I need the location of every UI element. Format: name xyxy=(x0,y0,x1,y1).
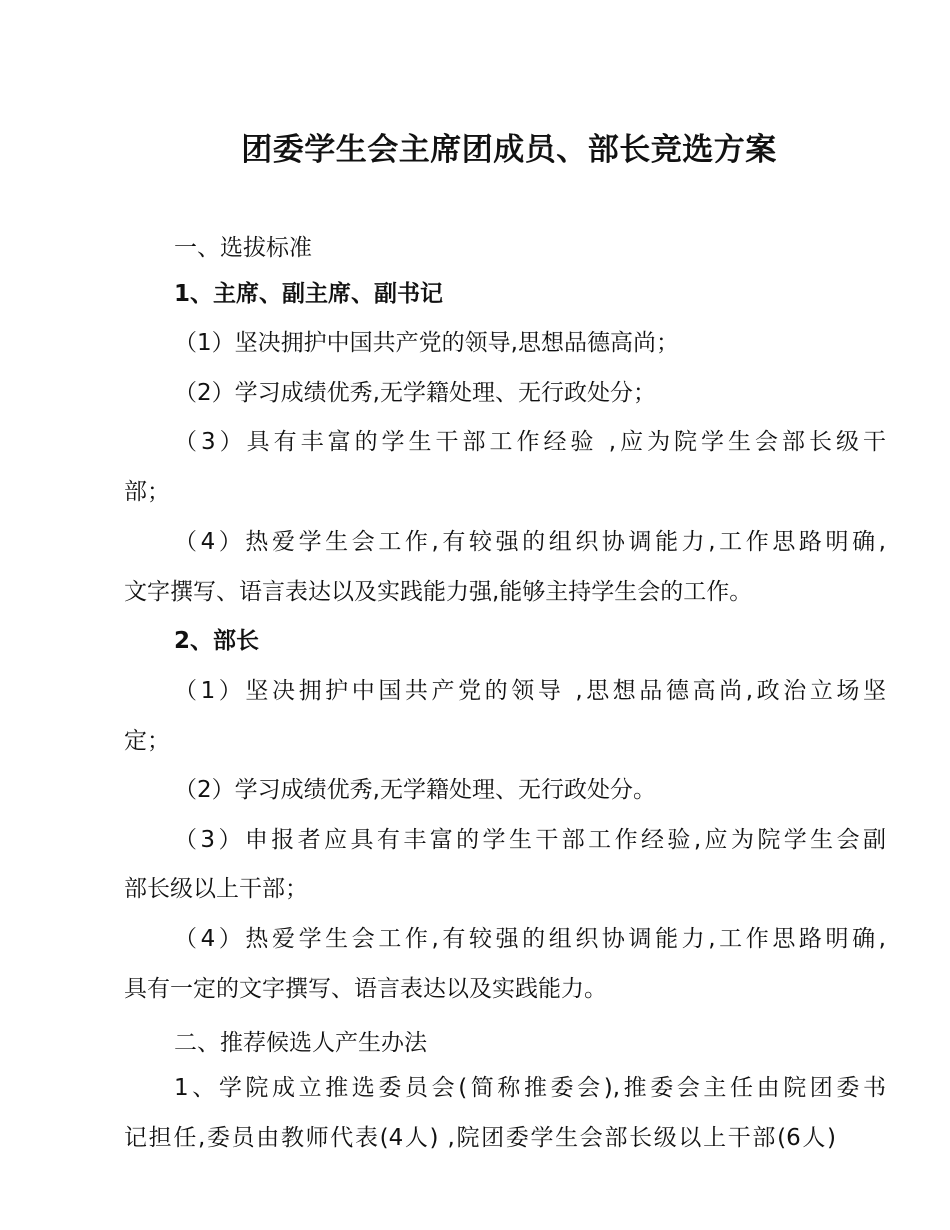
chair-criterion-2: （2）学习成绩优秀,无学籍处理、无行政处分； xyxy=(174,380,656,406)
minister-criterion-3: （3）申报者应具有丰富的学生干部工作经验,应为院学生会副 xyxy=(174,827,886,853)
chair-criterion-3-cont: 部； xyxy=(124,479,170,505)
minister-criterion-3-cont: 部长级以上干部； xyxy=(124,876,308,902)
minister-criterion-1: （1）坚决拥护中国共产党的领导 ,思想品德高尚,政治立场坚 xyxy=(174,678,886,704)
chair-criterion-4-cont: 文字撰写、语言表达以及实践能力强,能够主持学生会的工作。 xyxy=(124,579,753,605)
minister-criterion-4-cont: 具有一定的文字撰写、语言表达以及实践能力。 xyxy=(124,976,607,1002)
nomination-paragraph-1-cont: 记担任,委员由教师代表(4人) ,院团委学生会部长级以上干部(6人) xyxy=(124,1125,836,1151)
section-heading-nomination: 二、推荐候选人产生办法 xyxy=(174,1030,427,1056)
document-title: 团委学生会主席团成员、部长竞选方案 xyxy=(241,132,777,168)
chair-criterion-4: （4）热爱学生会工作,有较强的组织协调能力,工作思路明确, xyxy=(174,529,886,555)
minister-criterion-1-cont: 定； xyxy=(124,728,170,754)
subheading-chair: 1、主席、副主席、副书记 xyxy=(174,281,444,307)
chair-criterion-1: （1）坚决拥护中国共产党的领导,思想品德高尚； xyxy=(174,330,679,356)
chair-criterion-3: （3）具有丰富的学生干部工作经验 ,应为院学生会部长级干 xyxy=(174,429,886,455)
section-heading-selection-criteria: 一、选拔标准 xyxy=(174,235,312,261)
nomination-paragraph-1: 1、学院成立推选委员会(简称推委会),推委会主任由院团委书 xyxy=(174,1075,886,1101)
minister-criterion-4: （4）热爱学生会工作,有较强的组织协调能力,工作思路明确, xyxy=(174,926,886,952)
subheading-minister: 2、部长 xyxy=(174,628,260,654)
minister-criterion-2: （2）学习成绩优秀,无学籍处理、无行政处分。 xyxy=(174,777,656,803)
